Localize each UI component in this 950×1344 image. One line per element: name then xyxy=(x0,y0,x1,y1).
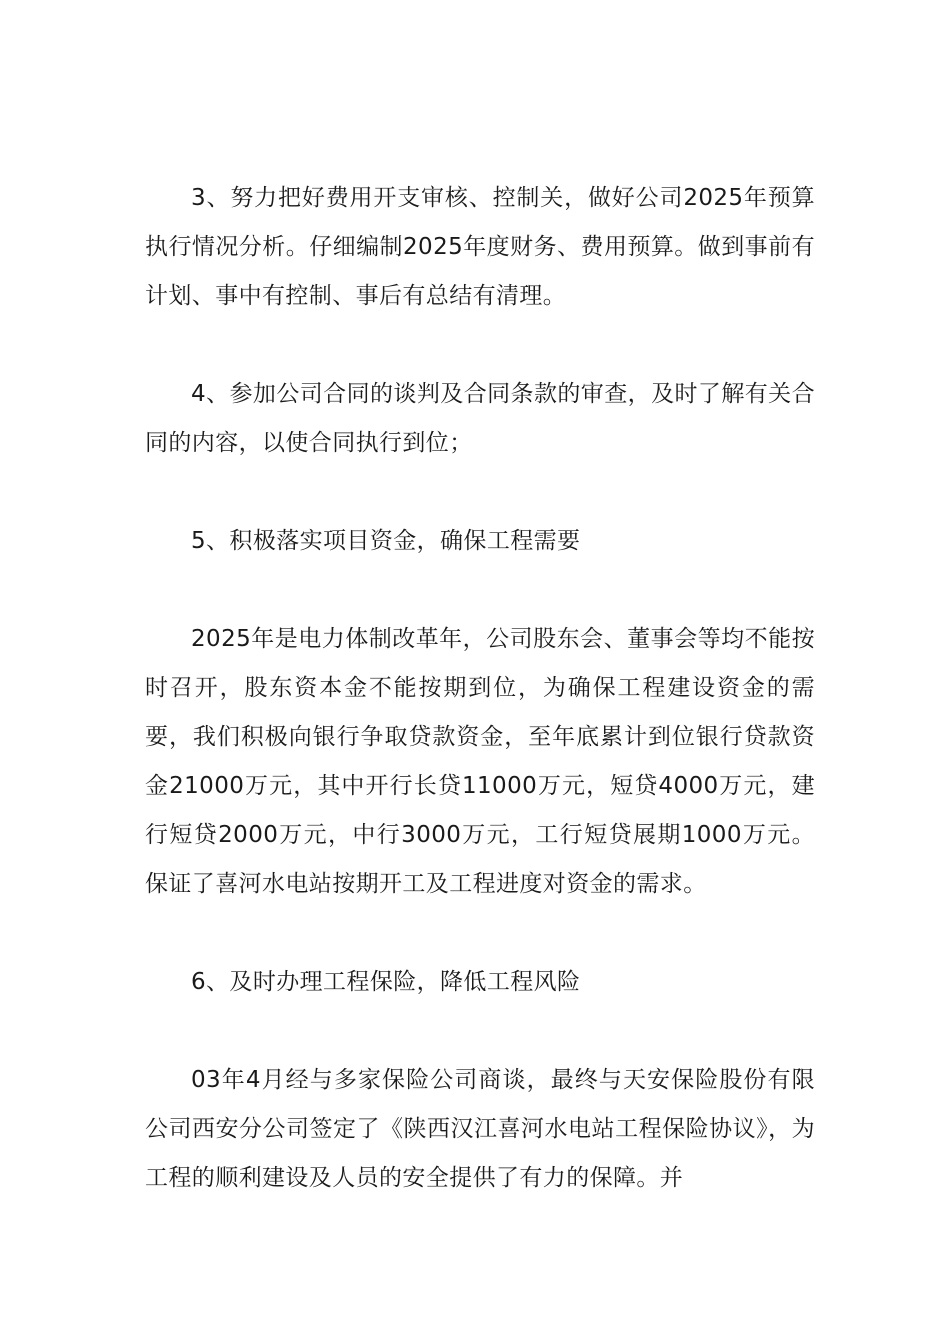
paragraph-insurance-agreement: 03年4月经与多家保险公司商谈，最终与天安保险股份有限公司西安分公司签定了《陕西汉江喜河水电站工程保险协议》，为工程的顺利建设及人员的安全提供了有力的保障。并 xyxy=(145,1067,815,1191)
paragraph-budget-control: 3、努力把好费用开支审核、控制关，做好公司2025年预算执行情况分析。仔细编制2025年度财务、费用预算。做到事前有计划、事中有控制、事后有总结有清理。 xyxy=(145,185,815,309)
paragraph-contract-review: 4、参加公司合同的谈判及合同条款的审查，及时了解有关合同的内容，以使合同执行到位； xyxy=(145,381,815,456)
paragraph-heading-project-funds: 5、积极落实项目资金，确保工程需要 xyxy=(191,528,581,554)
paragraph-loan-funding: 2025年是电力体制改革年，公司股东会、董事会等均不能按时召开，股东资本金不能按期到位，为确保工程建设资金的需要，我们积极向银行争取贷款资金，至年底累计到位银行贷款资金21000万元，其中开行长贷11000万元，短贷4000万元，建行短贷2000万元，中行3000万元，工行短贷展期1000万元。保证了喜河水电站按期开工及工程进度对资金的需求。 xyxy=(145,626,815,897)
paragraph-heading-insurance: 6、及时办理工程保险，降低工程风险 xyxy=(191,969,581,995)
document-body xyxy=(145,174,815,1203)
